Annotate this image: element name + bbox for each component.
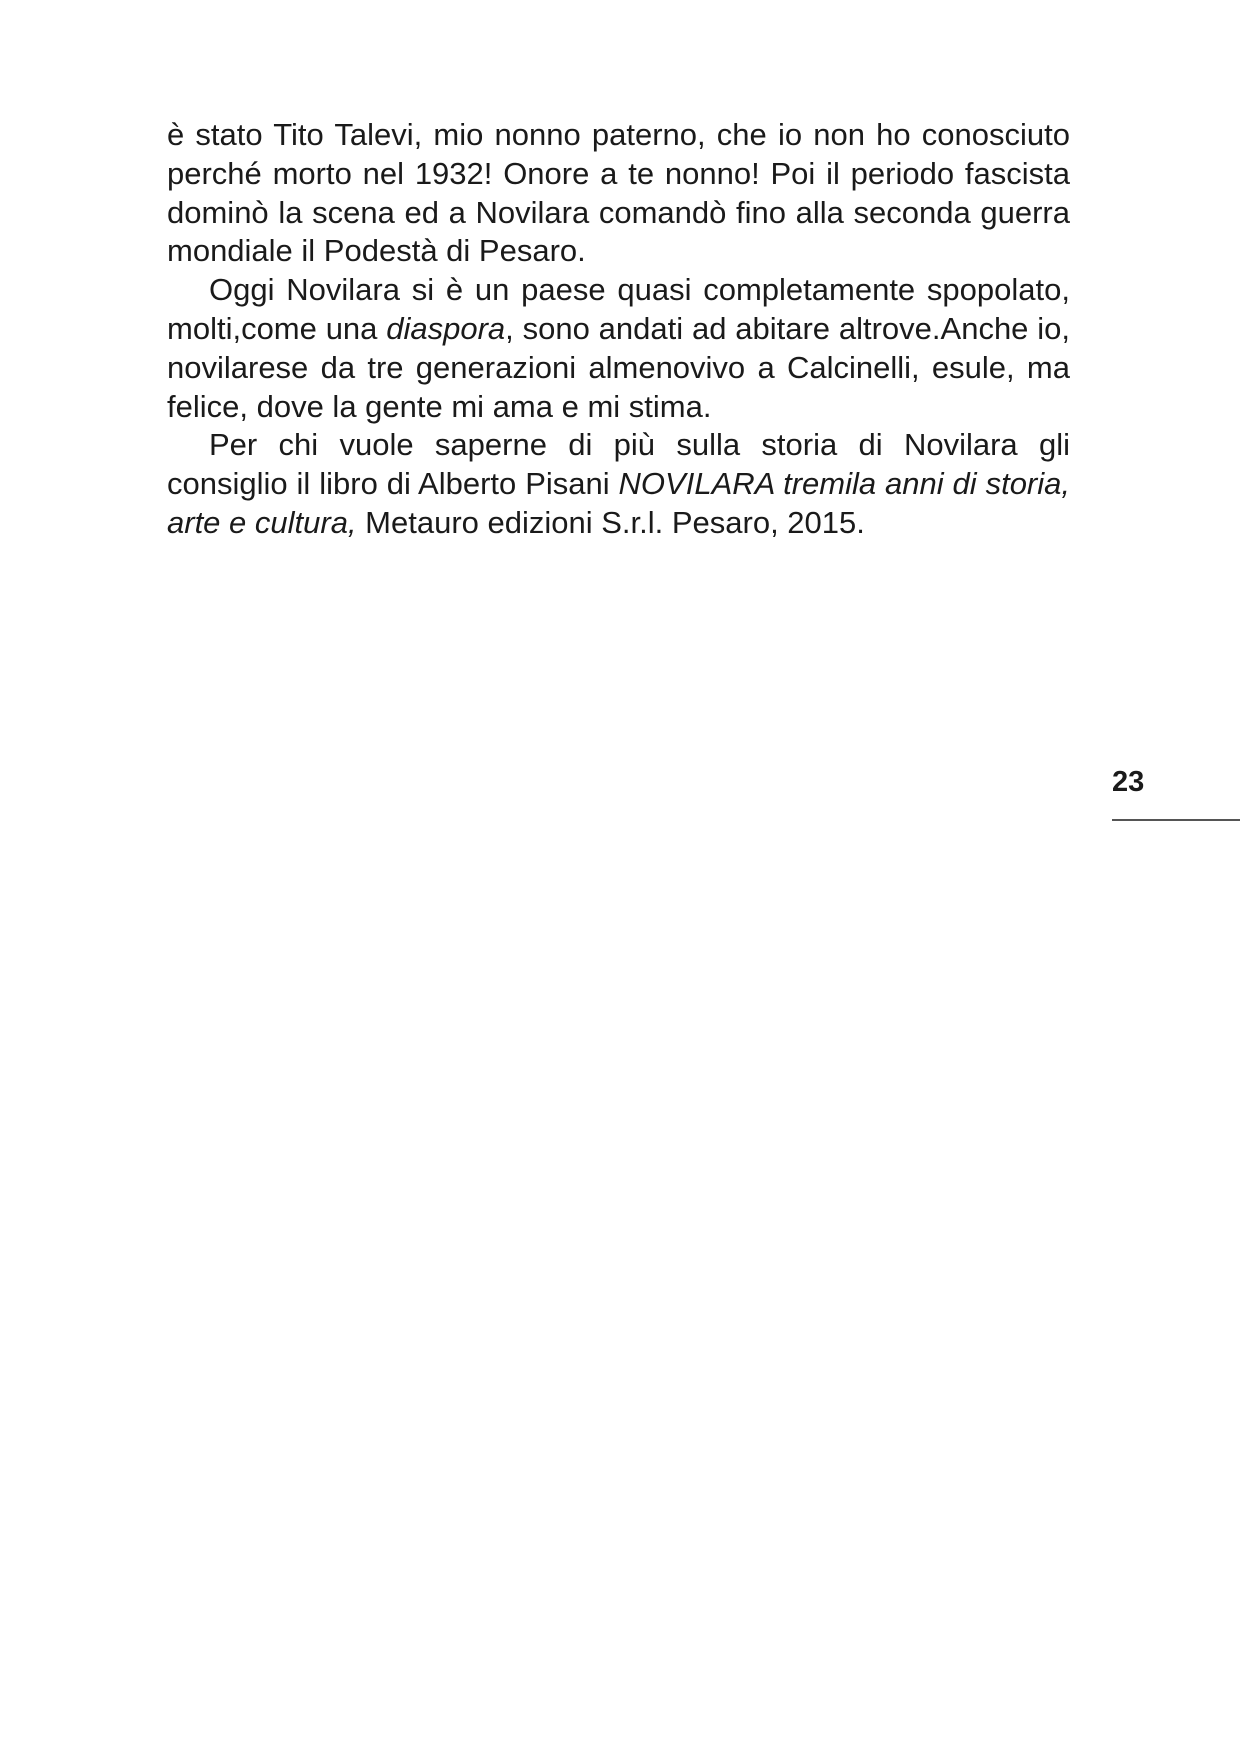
paragraph-1-text: è stato Tito Talevi, mio nonno paterno, che io non ho conosciuto perché morto nel 1932! Onore a te nonno! Poi il periodo fascista dominò la scena ed a Novilara comandò fino alla seconda guerra mondiale il Podestà di Pesaro. <box>167 117 1070 269</box>
paragraph-2-italic: diaspora <box>386 310 506 346</box>
paragraph-3 <box>167 426 1070 542</box>
paragraph-2-text-start: Oggi Novilara si è un paese quasi completamente spopolato, molti,come una <box>167 272 1070 346</box>
paragraph-3-text-end: Metauro edizioni S.r.l. Pesaro, 2015. <box>356 504 865 540</box>
body-text <box>167 116 1070 543</box>
page-number-rule <box>1112 819 1240 821</box>
book-title: NOVILARA tremila anni di storia, arte e cultura, <box>167 466 1070 540</box>
paragraph-2-text-end: , sono andati ad abitare altrove.Anche io, novilarese da tre generazioni almenovivo a Calcinelli, esule, ma felice, dove la gente mi ama e mi stima. <box>167 310 1070 424</box>
page-number: 23 <box>1112 766 1145 798</box>
paragraph-2 <box>167 271 1070 426</box>
paragraph-1 <box>167 116 1070 271</box>
paragraph-3-text-start: Per chi vuole saperne di più sulla storia di Novilara gli consiglio il libro di Alberto Pisani <box>167 427 1070 502</box>
